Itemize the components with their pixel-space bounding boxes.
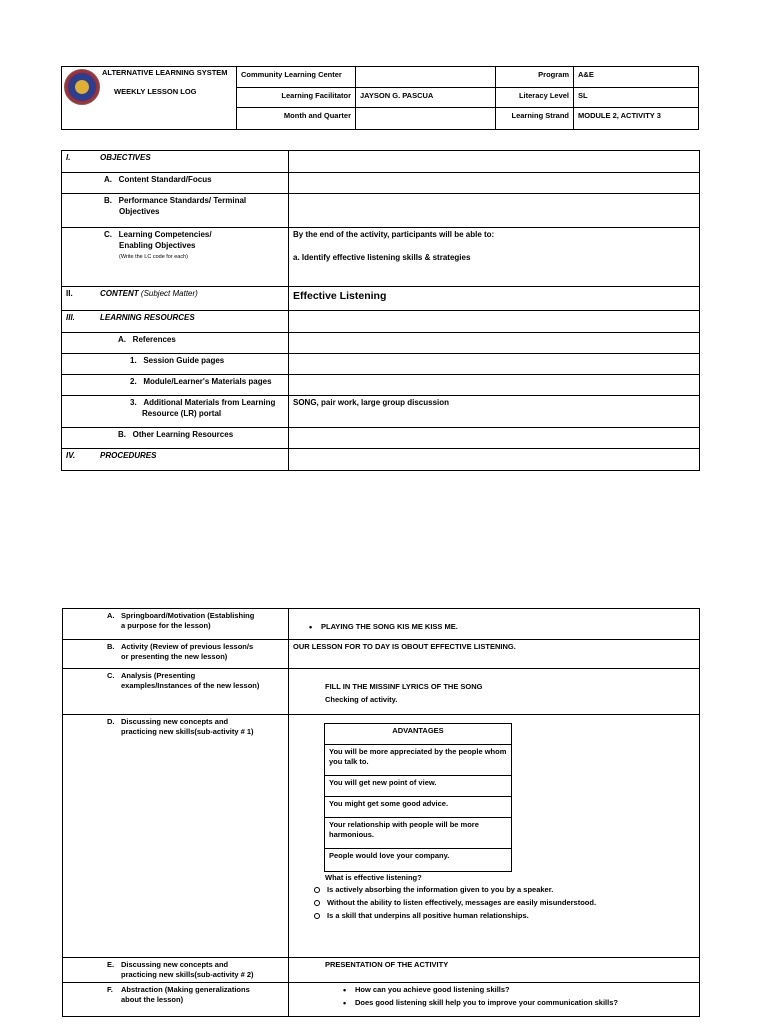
literacy-label: Literacy Level: [496, 88, 574, 108]
definition-item: Is a skill that underpins all positive human relationships.: [313, 911, 695, 921]
abstraction-question: • How can you achieve good listening skills?: [341, 985, 695, 995]
advantage-item: You will be more appreciated by the people whom you talk to.: [325, 745, 512, 776]
org-subtitle: WEEKLY LESSON LOG: [114, 87, 197, 96]
learning-resources-label: III. LEARNING RESOURCES: [62, 311, 289, 333]
advantage-item: People would love your company.: [325, 849, 512, 872]
org-cell: [62, 67, 237, 130]
org-title: ALTERNATIVE LEARNING SYSTEM: [102, 68, 228, 77]
strand-label: Learning Strand: [496, 108, 574, 130]
strand-value: MODULE 2, ACTIVITY 3: [574, 108, 699, 130]
header-table: [61, 66, 699, 130]
objectives-row-label: I. OBJECTIVES: [62, 151, 289, 173]
advantage-item: You might get some good advice.: [325, 797, 512, 818]
springboard-item: • PLAYING THE SONG KIS ME KISS ME.: [307, 622, 695, 632]
procedures-table: [62, 608, 700, 1017]
discussion2-label: E. Discussing new concepts and practicing new skills(sub-activity # 2): [63, 958, 289, 983]
discussion1-value: [289, 715, 700, 958]
discussion1-label: D. Discussing new concepts and practicing new skills(sub-activity # 1): [63, 715, 289, 958]
discussion2-value: PRESENTATION OF THE ACTIVITY: [289, 958, 700, 983]
references-value: [289, 333, 700, 354]
module-pages-value: [289, 375, 700, 396]
month-value: [356, 108, 496, 130]
activity-value: OUR LESSON FOR TO DAY IS OBOUT EFFECTIVE LISTENING.: [289, 640, 700, 669]
learning-resources-value: [289, 311, 700, 333]
facilitator-value: JAYSON G. PASCUA: [356, 88, 496, 108]
learning-competencies-label: C. Learning Competencies/ Enabling Objectives (Write the LC code for each): [62, 228, 289, 287]
program-label: Program: [496, 67, 574, 88]
references-label: A. References: [62, 333, 289, 354]
clc-value: [356, 67, 496, 88]
performance-standards-value: [289, 194, 700, 228]
abstraction-value: [289, 983, 700, 1017]
objectives-table: [61, 150, 700, 471]
module-pages-label: 2. Module/Learner's Materials pages: [62, 375, 289, 396]
additional-materials-value: SONG, pair work, large group discussion: [289, 396, 700, 428]
program-value: A&E: [574, 67, 699, 88]
content-label: II. CONTENT (Subject Matter): [62, 287, 289, 311]
content-standard-value: [289, 173, 700, 194]
question-text: What is effective listening?: [325, 873, 422, 882]
month-label: Month and Quarter: [237, 108, 356, 130]
performance-standards-label: B. Performance Standards/ Terminal Objectives: [62, 194, 289, 228]
analysis-value: FILL IN THE MISSINF LYRICS OF THE SONG Checking of activity.: [289, 669, 700, 715]
abstraction-question: • Does good listening skill help you to improve your communication skills?: [341, 998, 695, 1008]
other-resources-value: [289, 428, 700, 449]
other-resources-label: B. Other Learning Resources: [62, 428, 289, 449]
objectives-value: [289, 151, 700, 173]
definition-item: Is actively absorbing the information given to you by a speaker.: [313, 885, 695, 895]
advantages-table: [324, 723, 512, 872]
abstraction-label: F. Abstraction (Making generalizations about the lesson): [63, 983, 289, 1017]
learning-competencies-value: By the end of the activity, participants will be able to: a. Identify effective listening skills & strategies: [289, 228, 700, 287]
procedures-value: [289, 449, 700, 471]
additional-materials-label: 3. Additional Materials from Learning Resource (LR) portal: [62, 396, 289, 428]
springboard-label: A. Springboard/Motivation (Establishing a purpose for the lesson): [63, 609, 289, 640]
advantages-title: ADVANTAGES: [325, 724, 512, 745]
advantage-item: Your relationship with people will be more harmonious.: [325, 818, 512, 849]
clc-label: Community Learning Center: [237, 67, 356, 88]
advantage-item: You will get new point of view.: [325, 776, 512, 797]
literacy-value: SL: [574, 88, 699, 108]
springboard-value: [289, 609, 700, 640]
session-guide-label: 1. Session Guide pages: [62, 354, 289, 375]
facilitator-label: Learning Facilitator: [237, 88, 356, 108]
session-guide-value: [289, 354, 700, 375]
content-standard-label: A. Content Standard/Focus: [62, 173, 289, 194]
deped-seal-logo: [64, 69, 100, 105]
analysis-label: C. Analysis (Presenting examples/Instances of the new lesson): [63, 669, 289, 715]
definition-item: Without the ability to listen effectively, messages are easily misunderstood.: [313, 898, 695, 908]
activity-label: B. Activity (Review of previous lesson/s or presenting the new lesson): [63, 640, 289, 669]
content-value: Effective Listening: [289, 287, 700, 311]
procedures-label: IV. PROCEDURES: [62, 449, 289, 471]
